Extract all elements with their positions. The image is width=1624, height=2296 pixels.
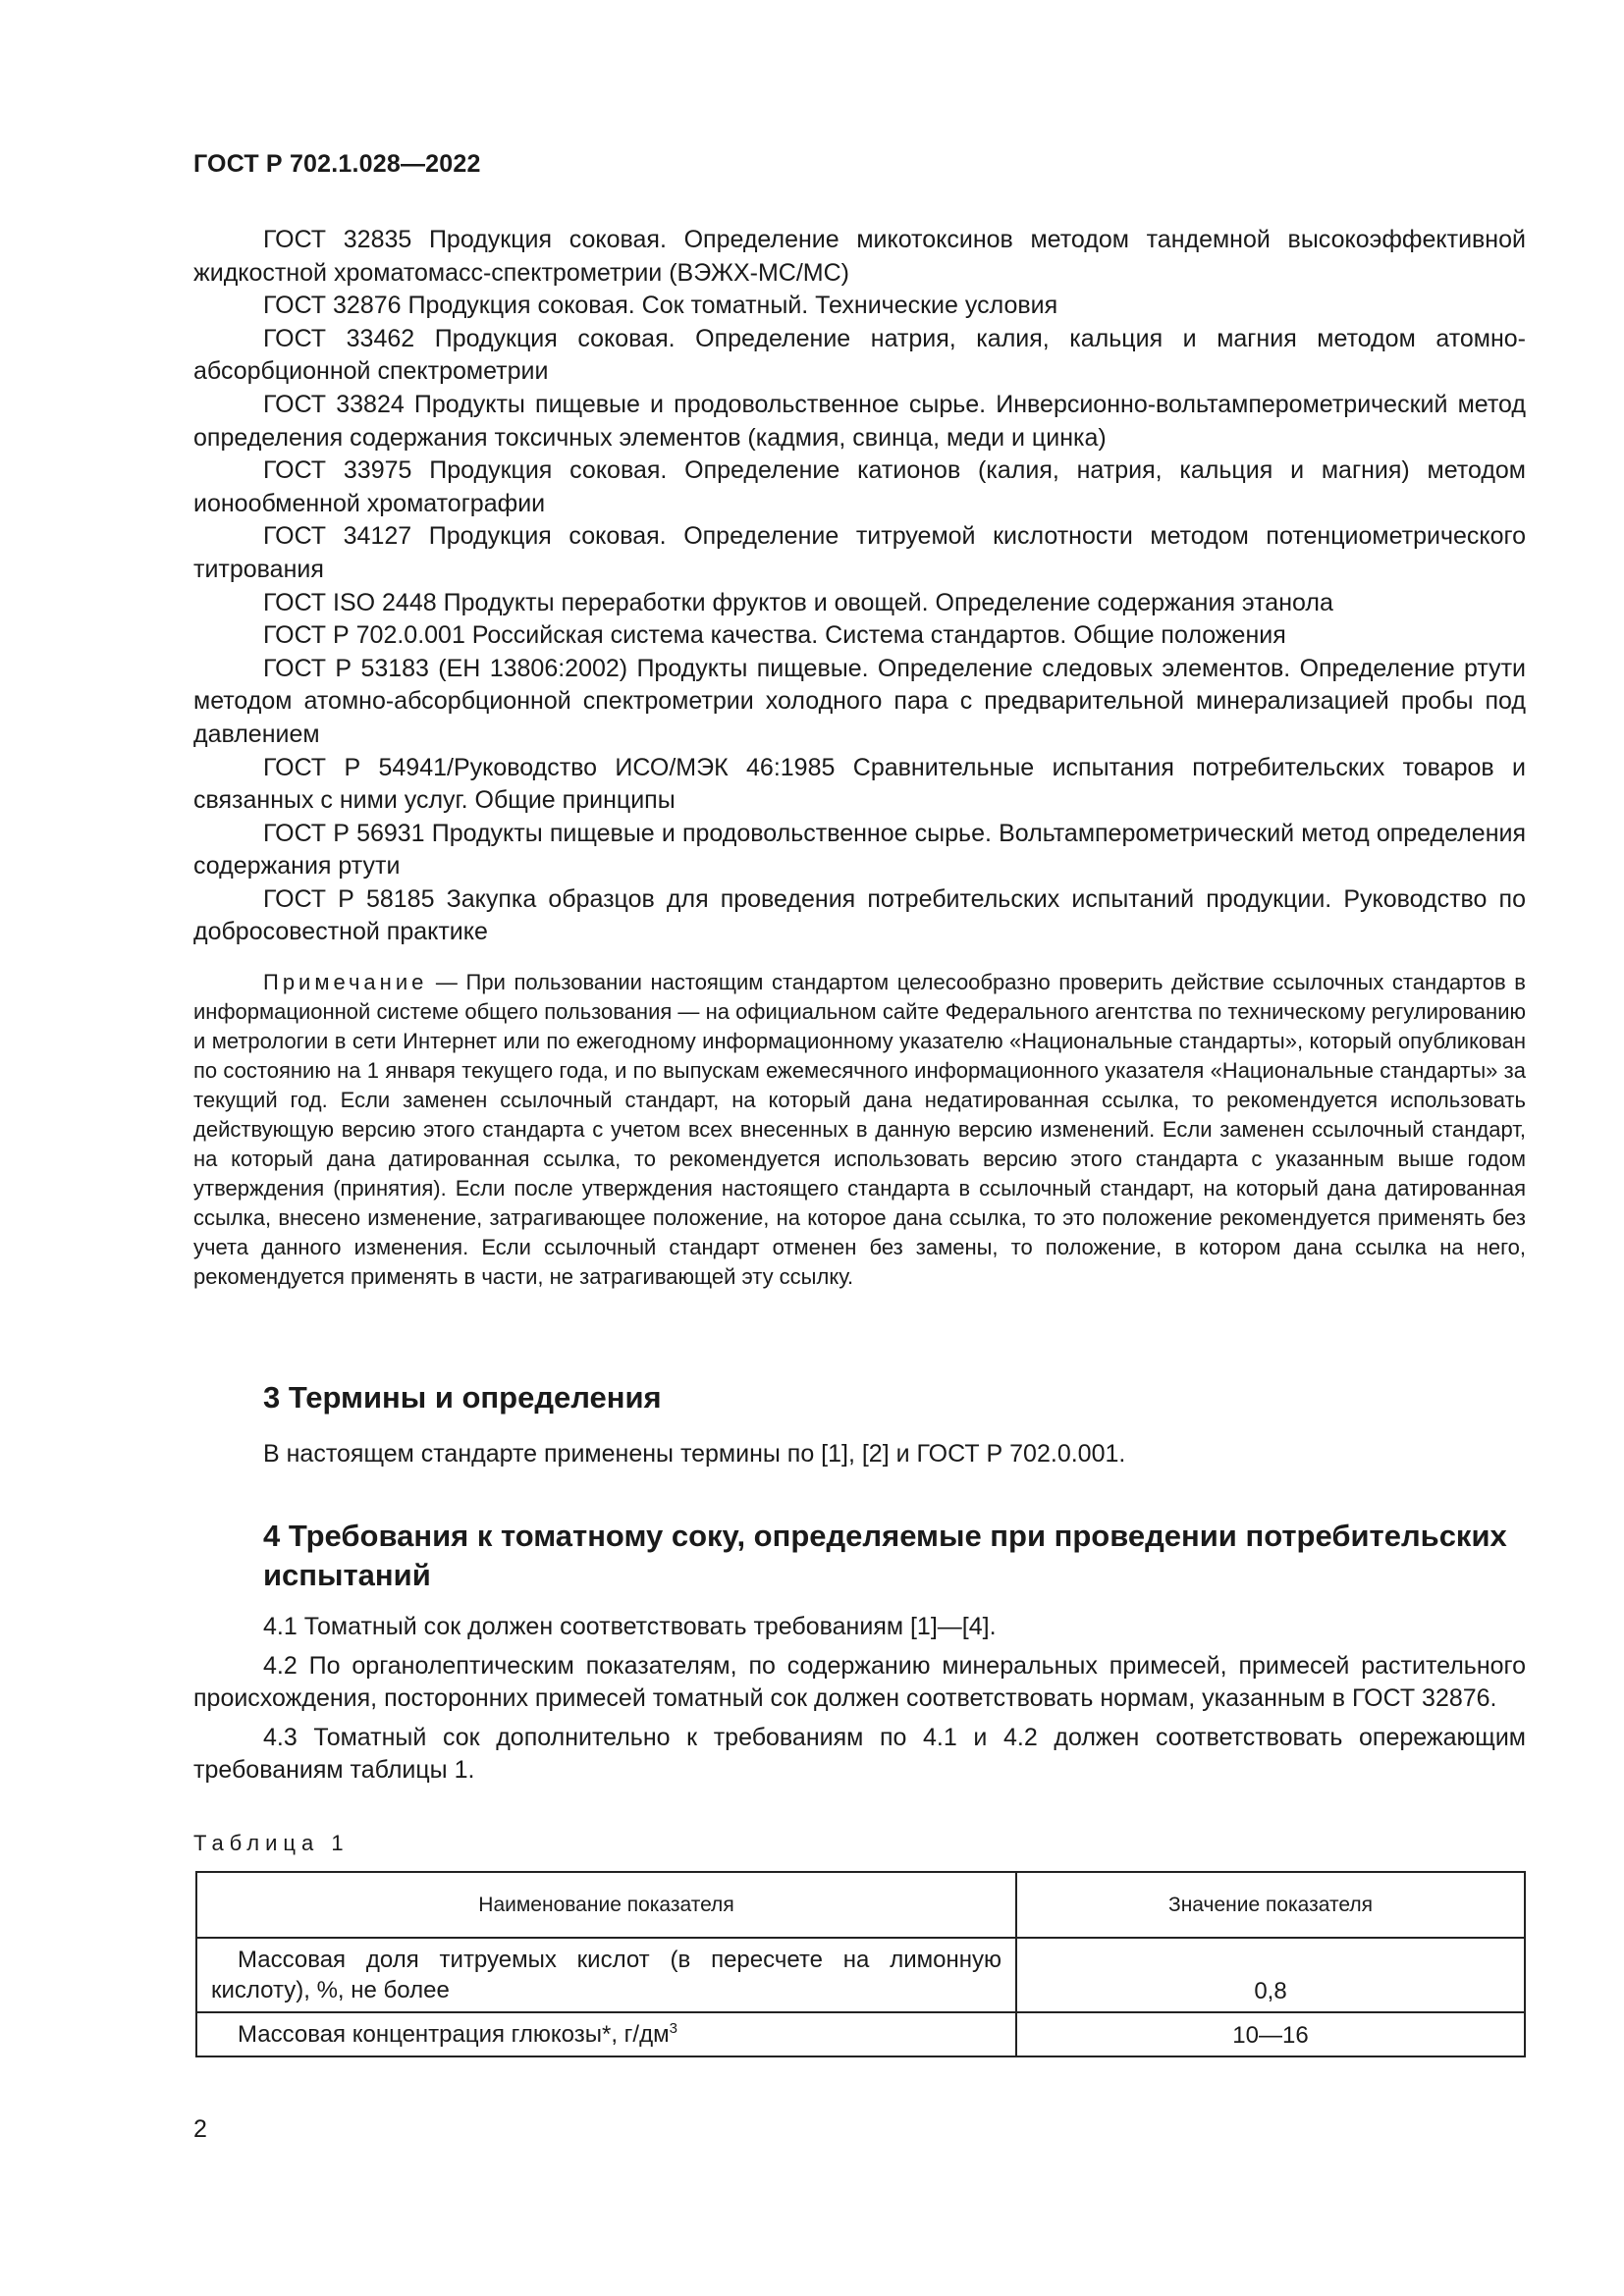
column-header-name: Наименование показателя xyxy=(196,1872,1016,1938)
indicator-name: Массовая доля титруемых кислот (в пересчете на лимонную кислоту), %, не более xyxy=(196,1938,1016,2012)
table-row xyxy=(196,1938,1525,2012)
table-header-row xyxy=(196,1872,1525,1938)
table-caption: Таблица 1 xyxy=(193,1831,350,1855)
reference-item: ГОСТ 33975 Продукция соковая. Определение катионов (калия, натрия, кальция и магния) методом ионообменной хроматографии xyxy=(193,456,1526,517)
reference-item: ГОСТ Р 58185 Закупка образцов для проведения потребительских испытаний продукции. Руководство по добросовестной практике xyxy=(193,884,1526,946)
requirement-paragraph: 4.3 Томатный сок дополнительно к требованиям по 4.1 и 4.2 должен соответствовать опережающим требованиям таблицы 1. xyxy=(193,1723,1526,1785)
page-number: 2 xyxy=(193,2115,207,2143)
unit-superscript: 3 xyxy=(669,2020,677,2037)
reference-item: ГОСТ ISO 2448 Продукты переработки фруктов и овощей. Определение содержания этанола xyxy=(263,588,1333,616)
section-3-text: В настоящем стандарте применены термины по [1], [2] и ГОСТ Р 702.0.001. xyxy=(263,1440,1126,1468)
requirement-paragraph: 4.2 По органолептическим показателям, по содержанию минеральных примесей, примесей растительного происхождения, посторонних примесей томатный сок должен соответствовать нормам, указанным в ГОСТ 32876. xyxy=(193,1651,1526,1713)
reference-item: ГОСТ Р 702.0.001 Российская система качества. Система стандартов. Общие положения xyxy=(263,621,1286,650)
section-4-body xyxy=(193,1611,1526,1793)
document-header: ГОСТ Р 702.1.028—2022 xyxy=(193,150,481,178)
column-header-value: Значение показателя xyxy=(1016,1872,1525,1938)
indicator-value: 0,8 xyxy=(1016,1938,1525,2012)
reference-item: ГОСТ Р 56931 Продукты пищевые и продовольственное сырье. Вольтамперометрический метод определения содержания ртути xyxy=(193,819,1526,881)
requirement-paragraph: 4.1 Томатный сок должен соответствовать требованиям [1]—[4]. xyxy=(263,1613,997,1640)
indicator-name xyxy=(196,2012,1016,2056)
indicator-name-text: Массовая концентрация глюкозы*, г/дм xyxy=(238,2021,670,2048)
note-text: — При пользовании настоящим стандартом целесообразно проверить действие ссылочных стандартов в информационной системе общего пользования — на официальном сайте Федерального агентства по техническому регулированию и метрологии в сети Интернет или по ежегодному информационному указателю «Национальные стандарты», который опубликован по состоянию на 1 января текущего года, и по выпускам ежемесячного информационного указателя «Национальные стандарты» за текущий год. Если заменен ссылочный стандарт, на который дана недатированная ссылка, то рекомендуется использовать действующую версию этого стандарта с учетом всех внесенных в данную версию изменений. Если заменен ссылочный стандарт, на который дана датированная ссылка, то рекомендуется использовать версию этого стандарта с указанным выше годом утверждения (принятия). Если после утверждения настоящего стандарта в ссылочный стандарт, на который дана датированная ссылка, внесено изменение, затрагивающее положение, на которое дана ссылка, то это положение рекомендуется применять без учета данного изменения. Если ссылочный стандарт отменен без замены, то положение, в котором дана ссылка на него, рекомендуется применять в части, не затрагивающей эту ссылку. xyxy=(193,970,1526,1289)
reference-item: ГОСТ 32876 Продукция соковая. Сок томатный. Технические условия xyxy=(263,292,1058,320)
note-label: Примечание xyxy=(263,970,428,994)
normative-references xyxy=(193,224,1526,949)
reference-item: ГОСТ 32835 Продукция соковая. Определение микотоксинов методом тандемной высокоэффективной жидкостной хроматомасс-спектрометрии (ВЭЖХ-МС/МС) xyxy=(193,226,1526,287)
reference-item: ГОСТ 33824 Продукты пищевые и продовольственное сырье. Инверсионно-вольтамперометрический метод определения содержания токсичных элементов (кадмия, свинца, меди и цинка) xyxy=(193,390,1526,452)
indicator-value: 10—16 xyxy=(1016,2012,1525,2056)
table-row xyxy=(196,2012,1525,2056)
reference-item: ГОСТ 33462 Продукция соковая. Определение натрия, калия, кальция и магния методом атомно-абсорбционной спектрометрии xyxy=(193,324,1526,386)
note-block xyxy=(193,968,1526,1292)
reference-item: ГОСТ 34127 Продукция соковая. Определение титруемой кислотности методом потенциометрического титрования xyxy=(193,522,1526,583)
reference-item: ГОСТ Р 54941/Руководство ИСО/МЭК 46:1985 Сравнительные испытания потребительских товаров и связанных с ними услуг. Общие принципы xyxy=(193,753,1526,815)
requirements-table xyxy=(195,1871,1526,2057)
reference-item: ГОСТ Р 53183 (ЕН 13806:2002) Продукты пищевые. Определение следовых элементов. Определение ртути методом атомно-абсорбционной спектрометрии холодного пара с предварительной минерализацией пробы под давлением xyxy=(193,654,1526,748)
section-3-heading: 3 Термины и определения xyxy=(263,1380,662,1415)
section-4-heading: 4 Требования к томатному соку, определяемые при проведении потребительских испытаний xyxy=(263,1519,1507,1592)
